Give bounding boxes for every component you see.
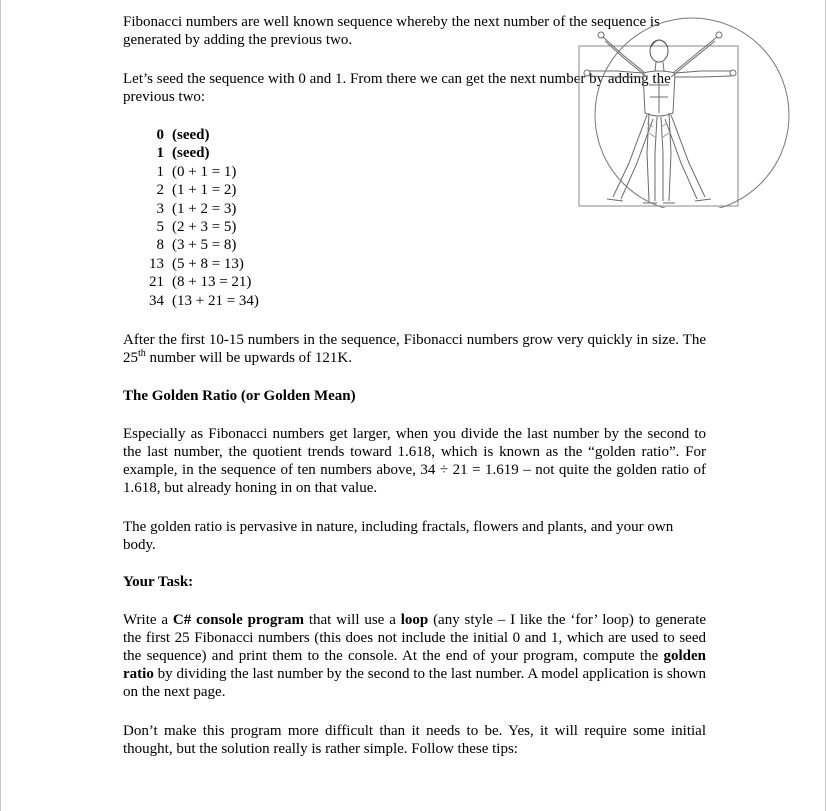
sequence-number: 13: [149, 255, 164, 272]
sequence-expression: (seed): [172, 145, 210, 162]
intro-paragraph-2: Let’s seed the sequence with 0 and 1. From there we can get the next number by adding the previous two:: [123, 71, 671, 105]
task-bold-loop: loop: [400, 612, 429, 628]
sequence-expression: (3 + 5 = 8): [172, 237, 237, 254]
task-text-1: Write a: [123, 612, 173, 628]
sequence-row: [138, 126, 259, 144]
sequence-number: 1: [156, 163, 164, 180]
task-text-3: (any style – I like the ‘for’ loop) to generate the first 25 Fibonacci numbers (this does not include the initial 0 and 1, which are used to seed the sequence) and print them to the console. At the end of your program, compute the: [123, 612, 707, 664]
growth-text-after: number will be upwards of 121K.: [145, 350, 352, 366]
sequence-number: 0: [156, 127, 164, 143]
sequence-expression: (2 + 3 = 5): [172, 218, 237, 235]
sequence-row: [138, 255, 259, 273]
sequence-expression: (13 + 21 = 34): [172, 292, 259, 309]
sequence-expression: (8 + 13 = 21): [172, 274, 252, 291]
sequence-row: [138, 144, 259, 162]
sequence-number: 2: [156, 182, 164, 199]
sequence-row: [138, 273, 259, 291]
sequence-number: 8: [156, 237, 164, 254]
intro-paragraph-1: Fibonacci numbers are well known sequence whereby the next number of the sequence is generated by adding the previous two.: [123, 14, 660, 48]
sequence-number: 1: [156, 145, 164, 162]
sequence-expression: (1 + 1 = 2): [172, 182, 237, 199]
sequence-row: [138, 163, 259, 181]
sequence-expression: (5 + 8 = 13): [172, 255, 244, 272]
growth-superscript: th: [138, 348, 146, 359]
sequence-expression: (seed): [172, 127, 210, 143]
task-text-4: by dividing the last number by the second to the last number. A model application is shown on the next page.: [123, 666, 706, 700]
sequence-row: [138, 218, 259, 236]
fibonacci-sequence-list: [138, 126, 259, 310]
sequence-number: 5: [156, 218, 164, 235]
nature-paragraph: The golden ratio is pervasive in nature, including fractals, flowers and plants, and your own body.: [123, 519, 674, 553]
task-paragraph: [123, 611, 706, 701]
golden-ratio-heading: The Golden Ratio (or Golden Mean): [123, 388, 356, 404]
sequence-row: [138, 236, 259, 254]
sequence-expression: (1 + 2 = 3): [172, 200, 237, 217]
page-left-border: [0, 0, 1, 811]
sequence-row: [138, 181, 259, 199]
task-text-2: that will use a: [303, 612, 401, 628]
vitruvian-man-icon: [577, 13, 798, 208]
task-bold-csharp: C# console program: [172, 612, 304, 628]
growth-text-before: After the first 10-15 numbers in the sequence, Fibonacci numbers grow very quickly in size. The 25: [123, 332, 706, 366]
page-right-border: [825, 0, 826, 811]
sequence-expression: (0 + 1 = 1): [172, 163, 237, 180]
golden-ratio-paragraph: Especially as Fibonacci numbers get larger, when you divide the last number by the second to the last number, the quotient trends toward 1.618, which is known as the “golden ratio”. For example, in the sequence of ten numbers above, 34 ÷ 21 = 1.619 – not quite the golden ratio of 1.618, but already honing in on that value.: [123, 426, 706, 496]
task-heading: Your Task:: [123, 574, 194, 590]
sequence-row: [138, 200, 259, 218]
tips-paragraph: Don’t make this program more difficult than it needs to be. Yes, it will require some initial thought, but the solution really is rather simple. Follow these tips:: [123, 723, 706, 757]
sequence-number: 3: [156, 200, 164, 217]
growth-paragraph: [123, 331, 706, 367]
task-bold-golden-ratio: golden ratio: [123, 648, 706, 682]
sequence-number: 21: [149, 274, 164, 291]
sequence-number: 34: [149, 292, 164, 309]
sequence-row: [138, 292, 259, 310]
